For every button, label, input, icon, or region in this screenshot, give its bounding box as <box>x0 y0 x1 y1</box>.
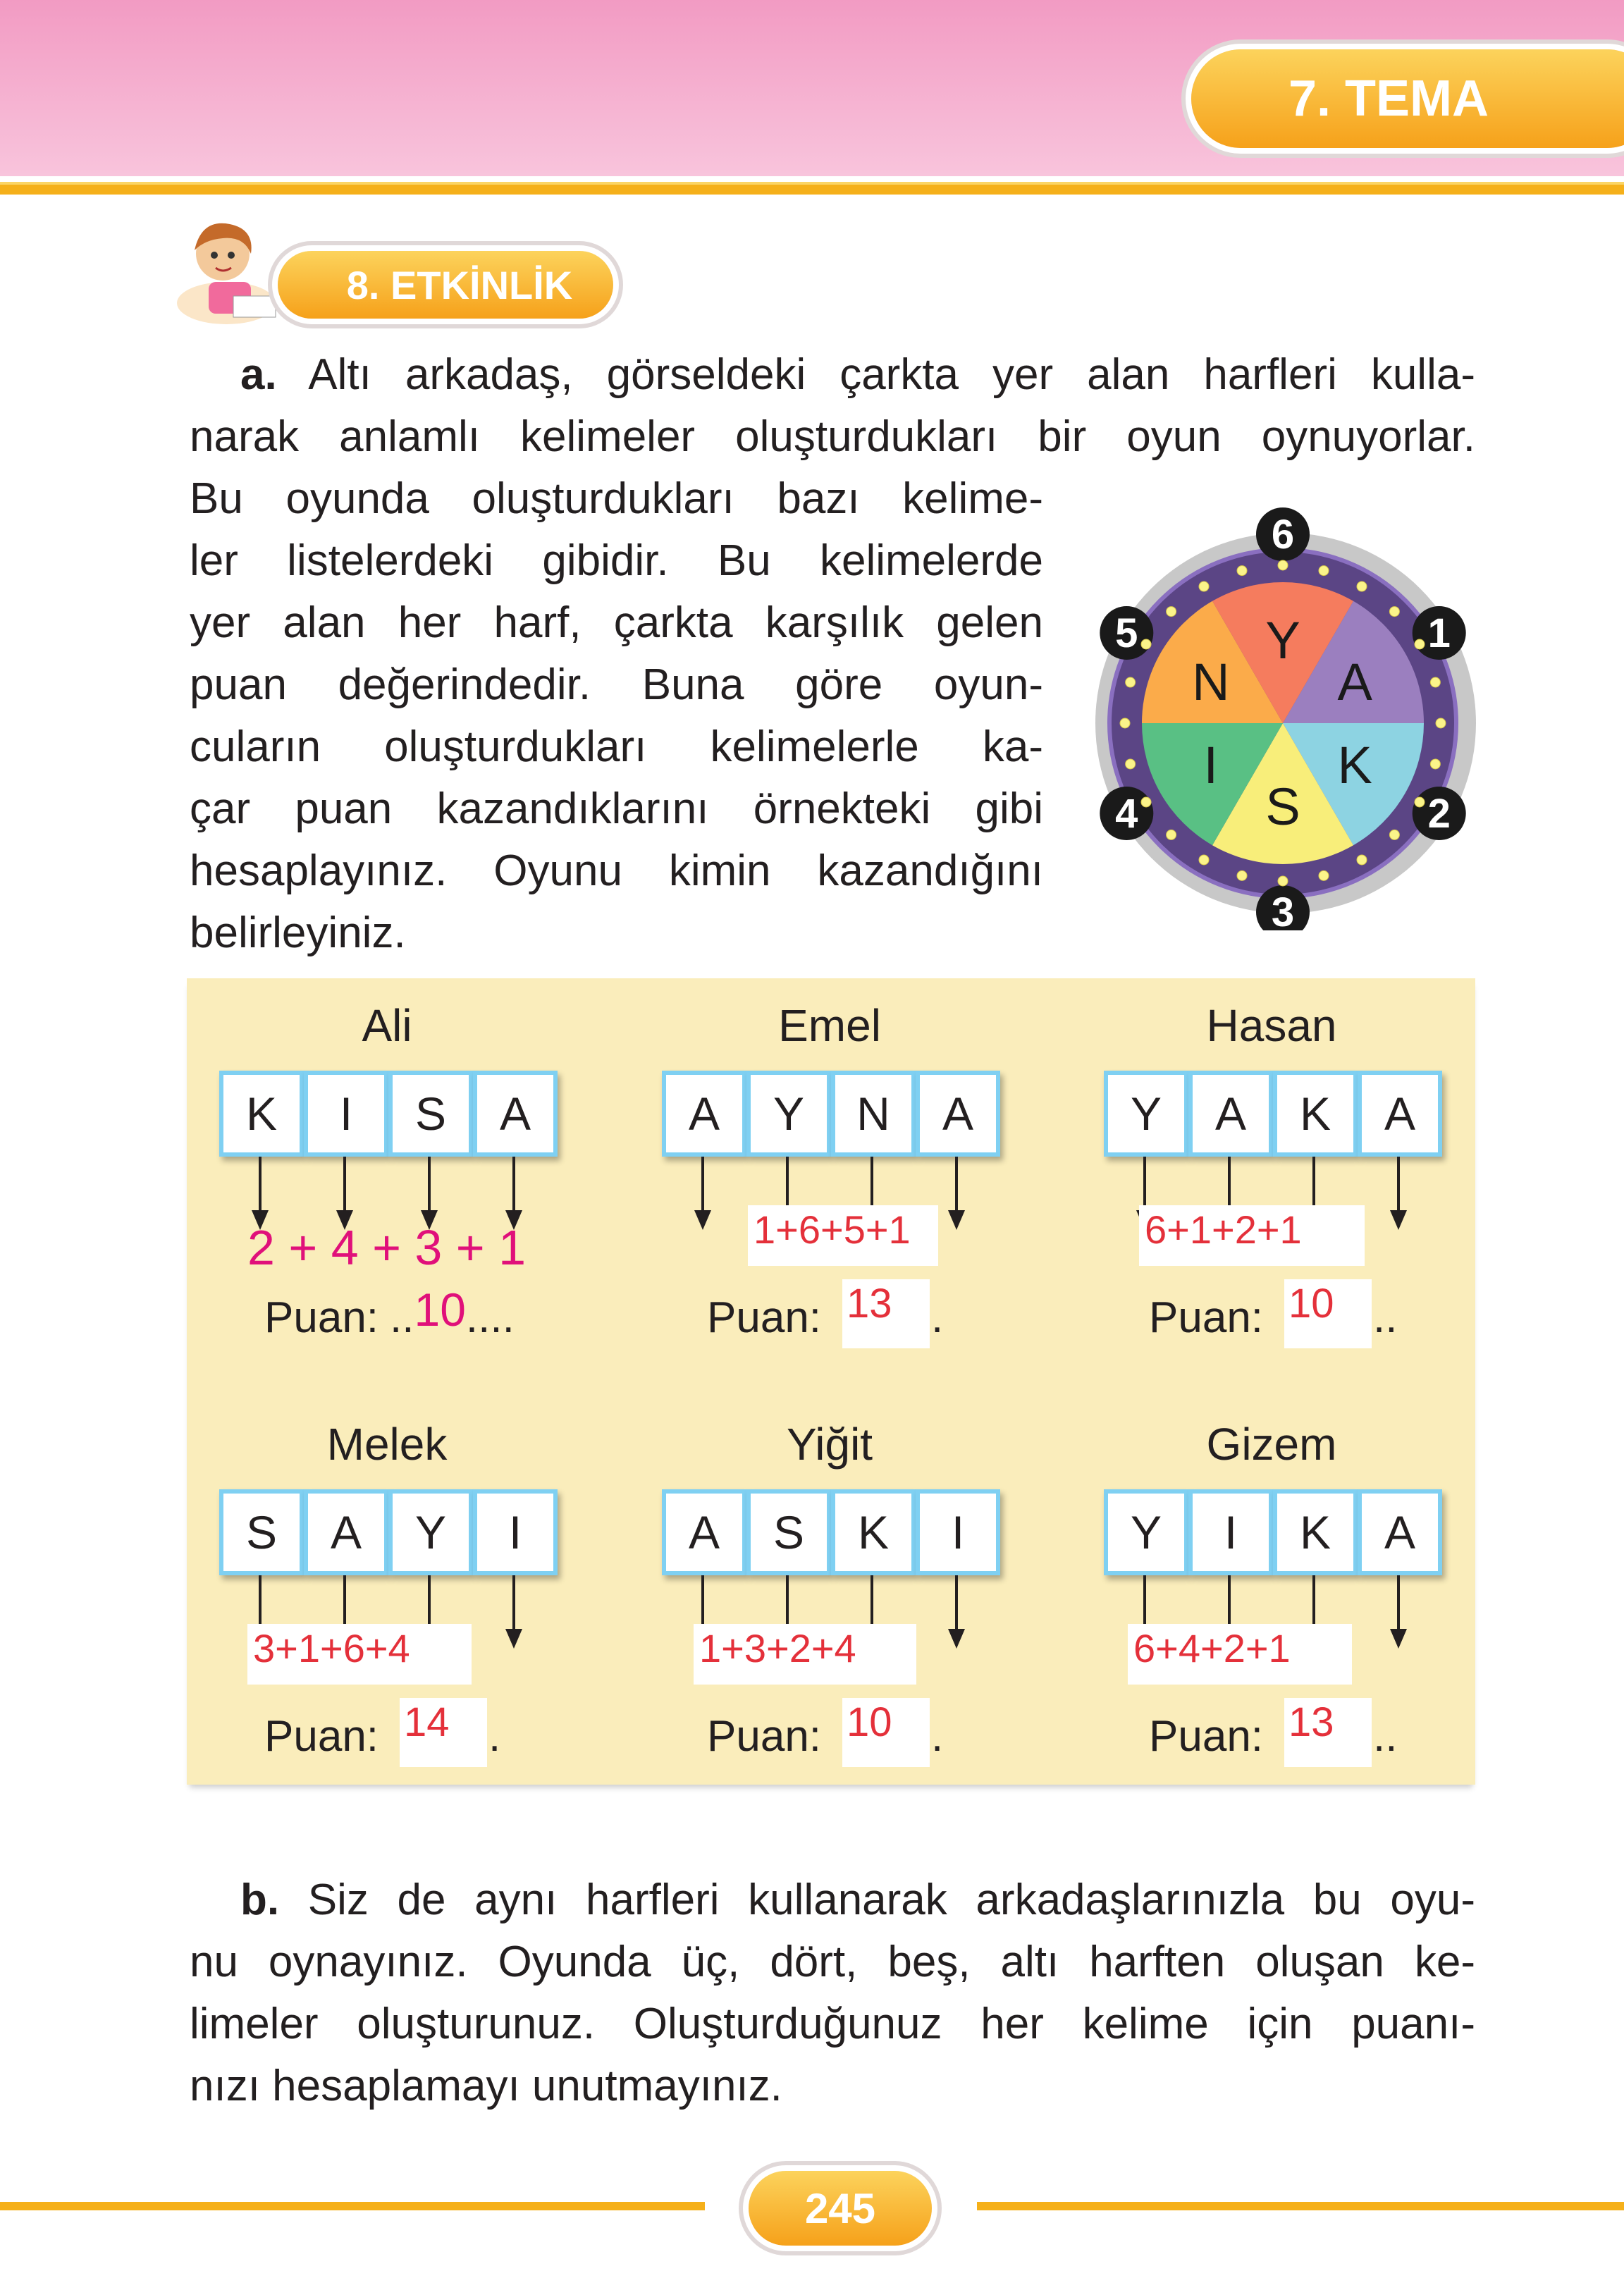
letter-box: A <box>1358 1071 1442 1157</box>
wheel-light-icon <box>1141 797 1151 807</box>
score-answer[interactable]: 14 <box>400 1698 487 1767</box>
letter-box: A <box>662 1071 746 1157</box>
footer-divider-left <box>0 2202 705 2210</box>
score-label: Puan: <box>707 1293 822 1342</box>
letter-box: I <box>304 1071 388 1157</box>
player-card-ali <box>219 994 555 1360</box>
text-line: hesaplayınız. Oyunu kimin kazandığını <box>190 847 1043 895</box>
letter-box: A <box>662 1489 746 1575</box>
score-label: Puan: <box>707 1712 822 1761</box>
score-label: Puan: <box>264 1712 379 1761</box>
letter-box: Y <box>1104 1071 1188 1157</box>
player-name: Emel <box>778 1000 881 1051</box>
wheel-letter: S <box>1265 777 1300 836</box>
points-sum-answer[interactable]: 6+4+2+1 <box>1128 1624 1352 1685</box>
wheel-point-value: 1 <box>1427 610 1451 656</box>
header-divider <box>0 182 1624 195</box>
letter-box: K <box>219 1071 304 1157</box>
letter-box: A <box>1358 1489 1442 1575</box>
player-name: Ali <box>362 1000 412 1051</box>
wheel-light-icon <box>1167 607 1176 617</box>
girl-character-icon <box>166 211 286 331</box>
player-card-emel <box>662 994 997 1360</box>
points-sum-answer[interactable]: 1+6+5+1 <box>748 1205 938 1266</box>
text-line: puan değerindedir. Buna göre oyun- <box>190 660 1043 709</box>
theme-badge: 7. TEMA <box>1191 49 1624 148</box>
wheel-light-icon <box>1319 870 1329 880</box>
player-card-gizem <box>1104 1412 1439 1779</box>
letter-box: Y <box>388 1489 473 1575</box>
wheel-letter: N <box>1192 653 1230 711</box>
part-a-label: a. <box>240 350 277 399</box>
wheel-letter: A <box>1337 653 1372 711</box>
arrow-down-icon <box>955 1575 958 1633</box>
wheel-point-value: 6 <box>1271 512 1295 558</box>
wheel-point-value: 3 <box>1271 889 1295 930</box>
score-label: Puan: <box>264 1293 379 1342</box>
wheel-light-icon <box>1436 718 1446 728</box>
player-name: Yiğit <box>786 1419 873 1470</box>
arrow-down-icon <box>259 1157 262 1214</box>
letter-boxes <box>1104 1071 1442 1157</box>
wheel-light-icon <box>1319 566 1329 576</box>
letter-boxes <box>1104 1489 1442 1575</box>
score-value: 10 <box>414 1283 466 1336</box>
arrow-down-icon <box>1397 1575 1400 1633</box>
text-line: cuların oluşturdukları kelimelerle ka- <box>190 722 1043 771</box>
player-name: Gizem <box>1206 1419 1337 1470</box>
score-dots: . <box>931 1293 944 1342</box>
letter-box: A <box>916 1071 1000 1157</box>
wheel-light-icon <box>1199 855 1209 865</box>
wheel-light-icon <box>1430 677 1440 687</box>
points-sum-answer[interactable]: 3+1+6+4 <box>247 1624 472 1685</box>
text-line: Siz de aynı harfleri kullanarak arkadaşlarınızla bu oyu- <box>307 1876 1475 1924</box>
score-dots: .. <box>1373 1293 1398 1342</box>
points-sum-answer[interactable]: 6+1+2+1 <box>1139 1205 1365 1266</box>
wheel-light-icon <box>1415 797 1425 807</box>
score-answer[interactable]: 13 <box>1284 1698 1372 1767</box>
letter-box: I <box>1188 1489 1273 1575</box>
arrow-down-icon <box>701 1157 704 1214</box>
text-line: Altı arkadaş, görseldeki çarkta yer alan harfleri kulla- <box>308 350 1475 399</box>
wheel-light-icon <box>1278 560 1288 570</box>
text-line: ler listelerdeki gibidir. Bu kelimelerde <box>190 536 1043 585</box>
letter-box: N <box>831 1071 916 1157</box>
wheel-light-icon <box>1126 759 1136 769</box>
text-line: nızı hesaplamayı unutmayınız. <box>190 2062 782 2110</box>
letter-box: A <box>473 1071 558 1157</box>
part-b-label: b. <box>240 1876 280 1924</box>
wheel-light-icon <box>1141 639 1151 649</box>
letter-box: Y <box>746 1071 831 1157</box>
wheel-point-value: 2 <box>1427 791 1451 837</box>
player-name: Hasan <box>1206 1000 1337 1051</box>
wheel-light-icon <box>1167 830 1176 839</box>
text-line: çar puan kazandıklarını örnekteki gibi <box>190 784 1043 833</box>
wheel-light-icon <box>1389 607 1399 617</box>
score-dots: .. <box>390 1293 414 1342</box>
points-sum-answer[interactable]: 1+3+2+4 <box>694 1624 916 1685</box>
score-dots: . <box>488 1712 501 1761</box>
letter-box: I <box>916 1489 1000 1575</box>
activity-badge: 8. ETKİNLİK <box>278 251 613 319</box>
wheel-light-icon <box>1389 830 1399 839</box>
letter-box: K <box>1273 1489 1358 1575</box>
arrow-down-icon <box>1397 1157 1400 1214</box>
score-dots: .. <box>1373 1712 1398 1761</box>
arrow-down-icon <box>512 1575 515 1633</box>
text-line: limeler oluşturunuz. Oluşturduğunuz her kelime için puanı- <box>190 2000 1475 2048</box>
wheel-light-icon <box>1237 870 1247 880</box>
footer-divider-right <box>977 2202 1624 2210</box>
score-dots: .... <box>465 1293 515 1342</box>
wheel-point-value: 4 <box>1115 791 1138 837</box>
letter-boxes <box>219 1489 558 1575</box>
wheel-letter: K <box>1337 736 1372 794</box>
player-name: Melek <box>326 1419 448 1470</box>
text-line: yer alan her harf, çarkta karşılık gelen <box>190 598 1043 647</box>
letter-box: S <box>388 1071 473 1157</box>
score-label: Puan: <box>1149 1712 1264 1761</box>
text-line: Bu oyunda oluşturdukları bazı kelime- <box>190 474 1043 523</box>
letter-box: A <box>1188 1071 1273 1157</box>
wheel-light-icon <box>1237 566 1247 576</box>
letter-box: K <box>1273 1071 1358 1157</box>
wheel-light-icon <box>1357 581 1367 591</box>
text-line: nu oynayınız. Oyunda üç, dört, beş, altı harften oluşan ke- <box>190 1938 1475 1986</box>
score-dots: . <box>931 1712 944 1761</box>
player-card-hasan <box>1104 994 1439 1360</box>
score-label: Puan: <box>1149 1293 1264 1342</box>
player-card-yiğit <box>662 1412 997 1779</box>
wheel-point-value: 5 <box>1115 610 1138 656</box>
letter-box: Y <box>1104 1489 1188 1575</box>
letter-box: S <box>219 1489 304 1575</box>
score-answer[interactable]: 10 <box>1284 1279 1372 1348</box>
points-sum: 2 + 4 + 3 + 1 <box>247 1220 527 1275</box>
arrow-down-icon <box>955 1157 958 1214</box>
text-line: narak anlamlı kelimeler oluşturdukları bir oyun oynuyorlar. <box>190 412 1475 461</box>
letter-box: I <box>473 1489 558 1575</box>
wheel-light-icon <box>1415 639 1425 649</box>
page-number: 245 <box>749 2171 932 2246</box>
part-a-line <box>190 344 1475 406</box>
letter-boxes <box>219 1071 558 1157</box>
text-line: belirleyiniz. <box>190 909 406 957</box>
letter-box: A <box>304 1489 388 1575</box>
score-answer[interactable]: 13 <box>842 1279 930 1348</box>
letter-box: S <box>746 1489 831 1575</box>
part-b-line <box>190 1869 1475 1931</box>
wheel-letter: Y <box>1265 611 1300 670</box>
letter-boxes <box>662 1489 1000 1575</box>
part-b-text <box>190 1869 1475 2117</box>
arrow-down-icon <box>343 1157 346 1214</box>
letter-boxes <box>662 1071 1000 1157</box>
letter-wheel <box>1085 507 1480 930</box>
wheel-light-icon <box>1120 718 1130 728</box>
score-answer[interactable]: 10 <box>842 1698 930 1767</box>
wheel-light-icon <box>1430 759 1440 769</box>
wheel-light-icon <box>1199 581 1209 591</box>
arrow-down-icon <box>512 1157 515 1214</box>
arrow-down-icon <box>428 1157 431 1214</box>
letter-box: K <box>831 1489 916 1575</box>
wheel-light-icon <box>1126 677 1136 687</box>
wheel-light-icon <box>1278 876 1288 886</box>
score-row <box>264 1283 515 1346</box>
wheel-light-icon <box>1357 855 1367 865</box>
player-card-melek <box>219 1412 555 1779</box>
wheel-letter: I <box>1203 736 1219 794</box>
